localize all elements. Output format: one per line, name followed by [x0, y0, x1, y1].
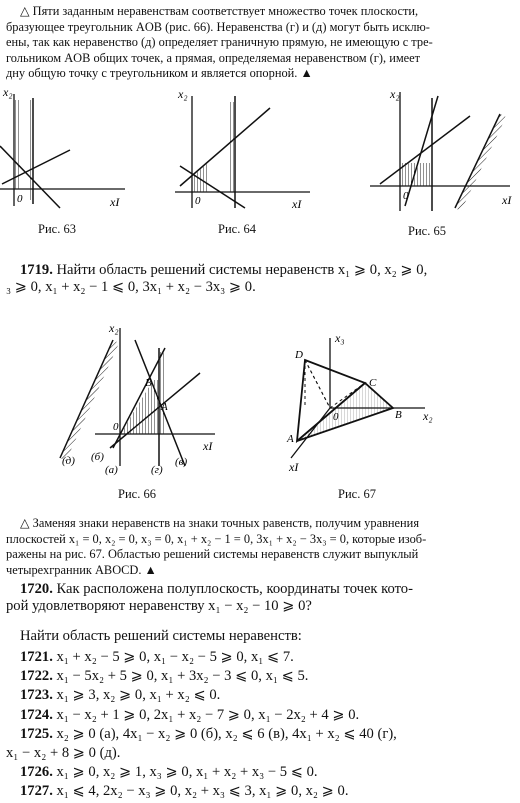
hatch-region: [229, 102, 235, 192]
solution-line: плоскостей x₁ = 0, x₂ = 0, x₃ = 0, x₁ + x₂ − 1 = 0, 3x₁ + x₂ − 3x₃ = 0, которые изоб-: [6, 531, 427, 546]
list-item: [6, 667, 514, 686]
origin-label: 0: [17, 193, 23, 205]
hatch-region: [455, 114, 506, 211]
face-ACB: [297, 383, 393, 441]
line-label-b: (б): [91, 451, 104, 463]
hatch-region: [29, 100, 35, 200]
problem-number: 1727.: [20, 783, 53, 800]
hatch-region: [192, 162, 208, 192]
line-label-v: (в): [175, 456, 188, 468]
figure-63: [0, 86, 140, 216]
intro-line: бразующее треугольник AOB (рис. 66). Неравенства (г) и (д) могут быть исклю-: [6, 19, 430, 34]
solution-line: ражены на рис. 67. Областью решений системы неравенств служит выпуклый: [6, 547, 419, 561]
point-label-A: A: [287, 433, 294, 445]
y-axis-label: x₂: [109, 321, 119, 335]
caption-fig-67: Рис. 67: [338, 487, 376, 501]
solution-line: четырехгранник ABOCD. ▲: [6, 562, 157, 577]
point-label-C: C: [369, 377, 377, 389]
line-label-g: (г): [151, 464, 163, 476]
problem-text: x₁ − 5x₂ + 5 ⩾ 0, x₁ + 3x₂ − 3 ⩽ 0, x₁ ⩽ 5.: [56, 668, 309, 685]
solution-paragraph: [6, 516, 514, 578]
intro-paragraph: [6, 4, 514, 82]
figure-65: [360, 86, 520, 216]
problem-text: x₂ ⩾ 0 (а), 4x₁ − x₂ ⩾ 0 (б), x₂ ⩽ 6 (в), 4x₁ + x₂ ⩽ 40 (г),: [56, 725, 397, 742]
problem-text: x₁ ⩽ 4, 2x₂ − x₃ ⩾ 0, x₂ + x₃ ⩽ 3, x₁ ⩾ 0, x₂ ⩾ 0.: [56, 783, 349, 800]
problem-text: Как расположена полуплоскость, координаты точек кото-: [56, 581, 413, 597]
caption-fig-64: Рис. 64: [218, 222, 256, 236]
x-axis-label: xI: [502, 193, 512, 207]
solution-line: △ Заменяя знаки неравенств на знаки точных равенств, получим уравнения: [20, 516, 420, 530]
origin-label: 0: [195, 195, 201, 207]
hatch-region: [400, 163, 432, 186]
intro-line: дну общую точку с треугольником и является опорной. ▲: [6, 66, 313, 80]
figure-66: [55, 318, 225, 478]
origin-label: 0: [113, 421, 119, 433]
problem-text: x₁ − x₂ + 1 ⩾ 0, 2x₁ + x₂ − 7 ⩾ 0, x₁ − 2x₂ + 4 ⩾ 0.: [56, 706, 360, 723]
list-item: [6, 706, 514, 725]
problem-text: x₁ ⩾ 0, x₂ ⩾ 1, x₃ ⩾ 0, x₁ + x₂ + x₃ − 5 ⩽ 0.: [56, 764, 318, 781]
problem-text: x₁ ⩾ 3, x₂ ⩾ 0, x₁ + x₂ ⩽ 0.: [56, 687, 221, 704]
problem-number: 1720.: [20, 581, 53, 597]
line-label-a: (а): [105, 464, 118, 476]
list-item: [6, 782, 514, 801]
point-label-A: A: [161, 401, 168, 413]
intro-line: ены, так как неравенство (д) определяет граничную прямую, не имеющую с тре-: [6, 35, 433, 49]
list-item: [6, 686, 514, 705]
task-header: Найти область решений системы неравенств:: [20, 628, 302, 644]
y-axis-label: x₂: [3, 86, 13, 99]
x-axis-label: xI: [203, 439, 213, 453]
problem-text: x₁ + x₂ − 5 ⩾ 0, x₁ − x₂ − 5 ⩾ 0, x₁ ⩽ 7.: [56, 649, 294, 665]
problem-1719: [6, 262, 514, 296]
list-item: [6, 744, 514, 763]
caption-fig-63: Рис. 63: [38, 222, 76, 236]
axis-x2-label: x₂: [423, 409, 433, 423]
y-axis-label: x₂: [390, 87, 400, 101]
point-label-B: B: [395, 409, 402, 421]
boundary-line: [2, 150, 70, 184]
origin-label: 0: [403, 190, 409, 202]
hatch-region: [60, 340, 119, 461]
axis-x3-label: x₃: [335, 331, 345, 345]
point-label-B: B: [145, 377, 152, 389]
hatch-region: [159, 352, 164, 434]
problem-number: 1724.: [20, 706, 53, 723]
problem-text: ₃ ⩾ 0, x₁ + x₂ − 1 ⩽ 0, 3x₁ + x₂ − 3x₃ ⩾ 0.: [6, 279, 256, 295]
caption-fig-66: Рис. 66: [118, 487, 156, 501]
boundary-line: [405, 96, 438, 206]
problems-list: [6, 648, 514, 802]
problem-1720: [6, 581, 514, 615]
problem-number: 1725.: [20, 725, 53, 742]
y-axis-label: x₂: [178, 87, 188, 101]
figure-64: [170, 86, 320, 216]
origin-label: 0: [333, 411, 339, 423]
list-item: [6, 763, 514, 782]
intro-line: △ Пяти заданным неравенствам соответствует множество точек плоскости,: [20, 4, 419, 18]
list-item: [6, 725, 514, 744]
problem-number: 1726.: [20, 764, 53, 781]
problem-text: Найти область решений системы неравенств x₁ ⩾ 0, x₂ ⩾ 0,: [56, 262, 428, 278]
x-axis-label: xI: [292, 197, 302, 211]
list-item: [6, 648, 514, 667]
problem-number: 1722.: [20, 668, 53, 685]
problem-number: 1719.: [20, 262, 53, 278]
problem-number: 1723.: [20, 687, 53, 704]
line-label-d: (д): [62, 455, 75, 467]
figure-67: [275, 328, 445, 478]
caption-fig-65: Рис. 65: [408, 224, 446, 238]
axis-x1-label: xI: [289, 460, 299, 474]
x-axis-label: xI: [110, 195, 120, 209]
problem-text: x₁ − x₂ + 8 ⩾ 0 (д).: [6, 745, 121, 762]
point-label-D: D: [295, 349, 303, 361]
solution-triangle: [120, 380, 159, 434]
problem-text: рой удовлетворяют неравенству x₁ − x₂ − 10 ⩾ 0?: [6, 598, 312, 614]
problem-number: 1721.: [20, 649, 53, 665]
intro-line: гольником AOB общих точек, а прямая, определяемая неравенством (г), имеет: [6, 50, 421, 65]
